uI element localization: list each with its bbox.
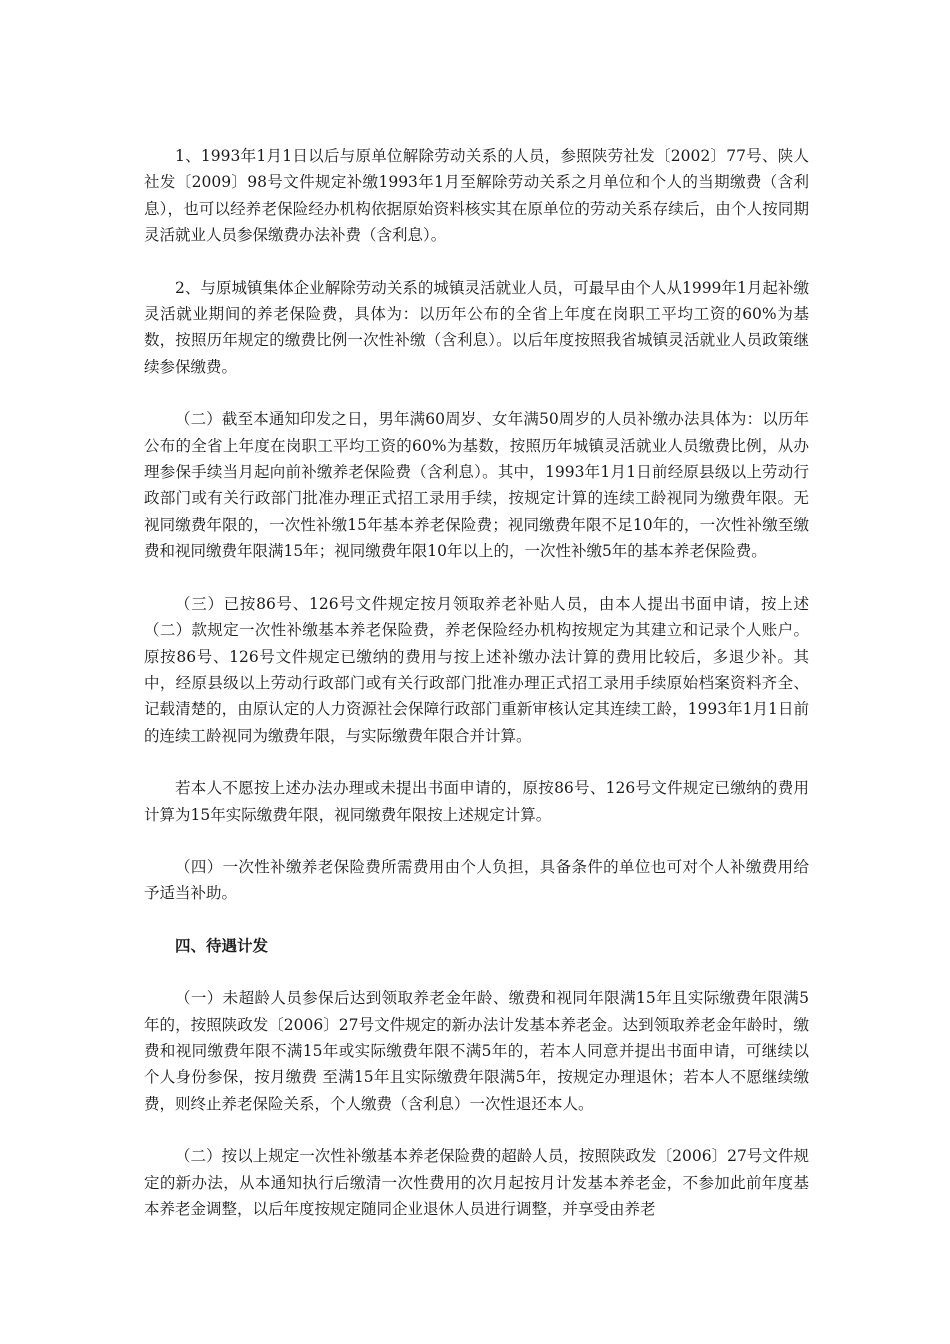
- paragraph-3: （二）截至本通知印发之日，男年满60周岁、女年满50周岁的人员补缴办法具体为：以历年公布的全省上年度在岗职工平均工资的60%为基数，按照历年城镇灵活就业人员缴费比例，从办理参保手续当月起向前补缴养老保险费（含利息）。其中，1993年1月1日前经原县级以上劳动行政部门或有关行政部门批准办理正式招工录用手续，按规定计算的连续工龄视同为缴费年限。无视同缴费年限的，一次性补缴15年基本养老保险费；视同缴费年限不足10年的，一次性补缴至缴费和视同缴费年限满15年；视同缴费年限10年以上的，一次性补缴5年的基本养老保险费。: [144, 410, 809, 561]
- paragraph-7: （一）未超龄人员参保后达到领取养老金年龄、缴费和视同年限满15年且实际缴费年限满5年的，按照陕政发〔2006〕27号文件规定的新办法计发基本养老金。达到领取养老金年龄时，缴费和视同缴费年限不满15年或实际缴费年限不满5年的，若本人同意并提出书面申请，可继续以个人身份参保，按月缴费 至满15年且实际缴费年限满5年，按规定办理退休；若本人不愿继续缴费，则终止养老保险关系，个人缴费（含利息）一次性退还本人。: [144, 989, 809, 1113]
- paragraph-gap: [144, 907, 809, 933]
- document-body: [144, 143, 809, 1222]
- paragraph-4: （三）已按86号、126号文件规定按月领取养老补贴人员，由本人提出书面申请，按上述（二）款规定一次性补缴基本养老保险费，养老保险经办机构按规定为其建立和记录个人账户。原按86号、126号文件规定已缴纳的费用与按上述补缴办法计算的费用比较后，多退少补。其中，经原县级以上劳动行政部门或有关行政部门批准办理正式招工录用手续原始档案资料齐全、记载清楚的，由原认定的人力资源社会保障行政部门重新审核认定其连续工龄，1993年1月1日前的连续工龄视同为缴费年限，与实际缴费年限合并计算。: [144, 594, 809, 745]
- paragraph-gap: [144, 249, 809, 275]
- paragraph-gap: [144, 749, 809, 775]
- paragraph-gap: [144, 828, 809, 854]
- paragraph-2: 2、与原城镇集体企业解除劳动关系的城镇灵活就业人员，可最早由个人从1999年1月起补缴灵活就业期间的养老保险费，具体为：以历年公布的全省上年度在岗职工平均工资的60%为基数，按照历年规定的缴费比例一次性补缴（含利息）。以后年度按照我省城镇灵活就业人员政策继续参保缴费。: [144, 278, 809, 376]
- paragraph-8: （二）按以上规定一次性补缴基本养老保险费的超龄人员，按照陕政发〔2006〕27号文件规定的新办法，从本通知执行后缴清一次性费用的次月起按月计发基本养老金，不参加此前年度基本养老金调整，以后年度按规定随同企业退休人员进行调整，并享受由养老: [144, 1147, 809, 1218]
- paragraph-gap: [144, 380, 809, 406]
- paragraph-gap: [144, 959, 809, 985]
- paragraph-1: 1、1993年1月1日以后与原单位解除劳动关系的人员，参照陕劳社发〔2002〕77号、陕人社发〔2009〕98号文件规定补缴1993年1月至解除劳动关系之月单位和个人的当期缴费（含利息），也可以经养老保险经办机构依据原始资料核实其在原单位的劳动关系存续后，由个人按同期灵活就业人员参保缴费办法补费（含利息）。: [144, 147, 809, 245]
- section-heading: 四、待遇计发: [175, 936, 269, 955]
- paragraph-gap: [144, 1117, 809, 1143]
- paragraph-gap: [144, 565, 809, 591]
- paragraph-6: （四）一次性补缴养老保险费所需费用由个人负担，具备条件的单位也可对个人补缴费用给予适当补助。: [144, 857, 809, 903]
- paragraph-5: 若本人不愿按上述办法办理或未提出书面申请的，原按86号、126号文件规定已缴纳的费用计算为15年实际缴费年限，视同缴费年限按上述规定计算。: [144, 779, 809, 824]
